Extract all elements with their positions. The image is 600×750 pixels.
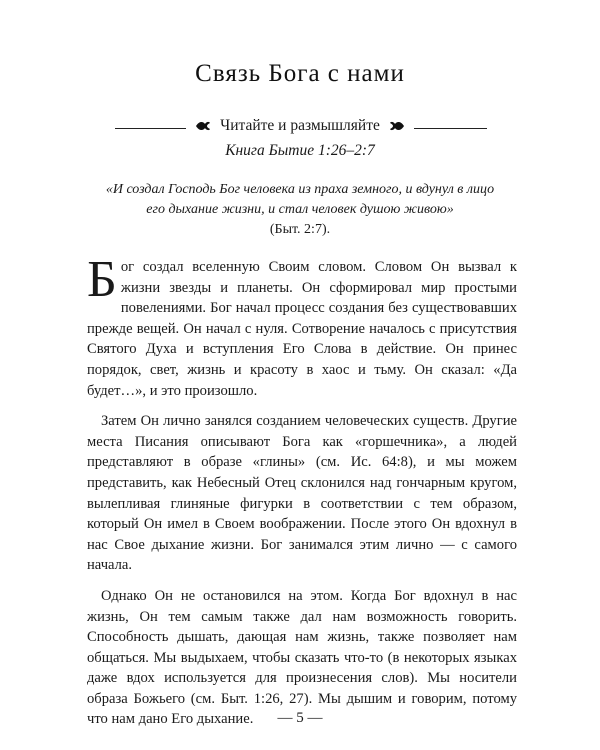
page-title: Связь Бога с нами — [195, 60, 405, 87]
quote-citation: (Быт. 2:7). — [269, 222, 331, 237]
quote-text: «И создал Господь Бог человека из праха земного, и вдунул в лицо его дыхание жизни, и стал человек душою живою» — [105, 182, 495, 217]
page-number: — 5 — — [277, 710, 323, 726]
drop-cap: Б — [87, 251, 117, 308]
paragraph-1-text: ог создал вселенную Своим словом. Словом Он вызвал к жизни звезды и планеты. Он сформировал мир простыми повелениями. Бог начал процесс создания без существовавших прежде вещей. Он начал с нуля. Сотворение началось с присутствия Святого Духа и вступления Его Слова в действие. Он принес порядок, свет, жизнь и красоту в хаос и тьму. Он сказал: «Да будет…», и это произошло. — [87, 259, 517, 399]
body-text — [87, 251, 517, 740]
paragraph-2: Затем Он лично занялся созданием человеческих существ. Другие места Писания описывают Бога как «горшечника», а людей представляют в образе «глины» (см. Ис. 64:8), и мы можем представить, как Небесный Отец склонился над гончарным кругом, вылепливая глиняные фигурки в соответствии с тем образом, который Он имел в Своем воображении. После этого Он вдохнул в нас Свое дыхание жизни. Бог занимался этим лично — с самого начала. — [87, 413, 517, 574]
section-label: Читайте и размышляйте — [220, 117, 380, 134]
scripture-reference: Книга Бытие 1:26–2:7 — [225, 142, 375, 159]
leaf-ornament-icon — [194, 119, 212, 133]
paragraph-3: Однако Он не остановился на этом. Когда Бог вдохнул в нас жизнь, Он тем самым также дал нам возможность говорить. Способность дышать, дающая нам жизнь, также позволяет нам общаться. Мы выдыхаем, чтобы сказать что-то (в некоторых языках даже вдох используется для произнесения слов). Мы носители образа Божьего (см. Быт. 1:26, 27). Мы дышим и говорим, потому что нам дано Его дыхание. — [87, 587, 517, 728]
section-header-inner — [186, 116, 414, 136]
epigraph-quote — [100, 180, 500, 240]
paragraph-1 — [87, 251, 517, 401]
leaf-ornament-icon — [388, 119, 406, 133]
section-header — [0, 116, 600, 139]
